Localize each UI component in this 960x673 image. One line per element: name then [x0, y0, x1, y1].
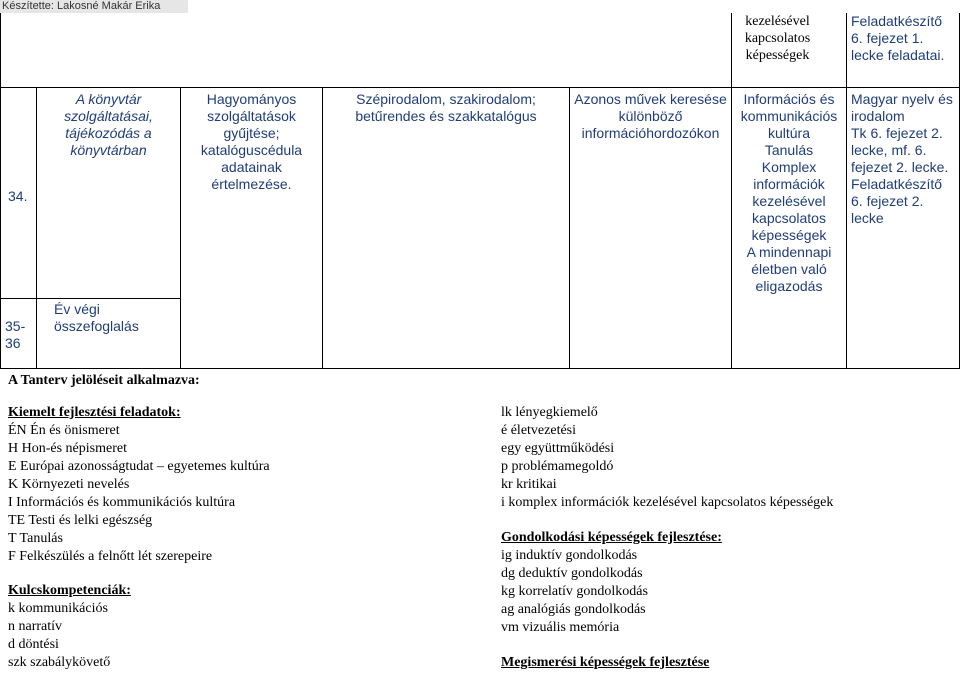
- legend-title: A Tanterv jelöléseit alkalmazva:: [8, 373, 200, 388]
- table-line-row-split: [0, 298, 180, 299]
- row-34-content: Szépirodalom, szakirodalom; betűrendes és szakkatalógus: [355, 91, 537, 124]
- competency-item: i komplex információk kezelésével kapcsolatos képességek: [501, 495, 834, 510]
- row-34-resources: Magyar nyelv és irodalom Tk 6. fejezet 2. lecke, mf. 6. fejezet 2. lecke. Feladatkészítő 6. fejezet 2. lecke: [851, 91, 953, 226]
- row-34-activity: Azonos művek keresése különböző információhordozókon: [574, 91, 727, 141]
- col-divider-6: [846, 13, 847, 368]
- competency-item: lk lényegkiemelő: [501, 405, 598, 420]
- prev-row-competencies: kezelésével kapcsolatos képességek: [744, 14, 811, 63]
- competency-item: k kommunikációs: [8, 601, 108, 616]
- legend-section: [0, 372, 960, 672]
- dev-item: T Tanulás: [8, 531, 63, 546]
- row-number-34: 34.: [8, 188, 28, 204]
- competency-item: kr kritikai: [501, 477, 557, 492]
- thinking-item: ig induktív gondolkodás: [501, 548, 638, 563]
- table-line-top: [0, 87, 960, 88]
- table-line-bottom: [0, 368, 960, 369]
- prev-row-resources: Feladatkészítő 6. fejezet 1. lecke feladatai.: [851, 13, 945, 63]
- col-divider-3: [322, 87, 323, 368]
- row-34-competencies: Információs és kommunikációs kultúra Tanulás Komplex információk kezelésével kapcsolatos képességek A mindennapi életben való eligazodás: [740, 91, 838, 294]
- cognitive-skills-title: Megismerési képességek fejlesztése: [501, 655, 710, 670]
- thinking-item: ag analógiás gondolkodás: [501, 602, 646, 617]
- dev-tasks-title: Kiemelt fejlesztési feladatok:: [8, 405, 181, 420]
- competency-item: p problémamegoldó: [501, 459, 614, 474]
- thinking-skills-title: Gondolkodási képességek fejlesztése:: [501, 530, 722, 545]
- key-competencies-title: Kulcskompetenciák:: [8, 583, 131, 598]
- competency-item: é életvezetési: [501, 423, 577, 438]
- dev-item: TE Testi és lelki egészség: [8, 513, 153, 528]
- row-34-services: Hagyományos szolgáltatások gyűjtése; katalóguscédula adatainak értelmezése.: [200, 91, 303, 192]
- col-divider-0: [0, 13, 1, 368]
- competency-item: n narratív: [8, 619, 63, 634]
- thinking-item: kg korrelatív gondolkodás: [501, 584, 648, 599]
- dev-item: F Felkészülés a felnőtt lét szerepeire: [8, 549, 213, 564]
- competency-item: szk szabálykövető: [8, 655, 111, 670]
- author-header: Készítette: Lakosné Makár Erika: [0, 0, 188, 13]
- thinking-item: dg deduktív gondolkodás: [501, 566, 643, 581]
- competency-item: egy együttműködési: [501, 441, 615, 456]
- dev-item: E Európai azonosságtudat – egyetemes kultúra: [8, 459, 270, 474]
- row-number-35-36: 35- 36: [5, 318, 26, 351]
- thinking-item: vm vizuális memória: [501, 620, 620, 635]
- competency-item: d döntési: [8, 637, 59, 652]
- dev-item: H Hon-és népismeret: [8, 441, 127, 456]
- dev-item: I Információs és kommunikációs kultúra: [8, 495, 236, 510]
- dev-item: ÉN Én és önismeret: [8, 423, 120, 438]
- row-35-topic: Év végi összefoglalás: [54, 301, 139, 334]
- dev-item: K Környezeti nevelés: [8, 477, 130, 492]
- row-34-topic: A könyvtár szolgáltatásai, tájékozódás a könyvtárban: [64, 91, 153, 158]
